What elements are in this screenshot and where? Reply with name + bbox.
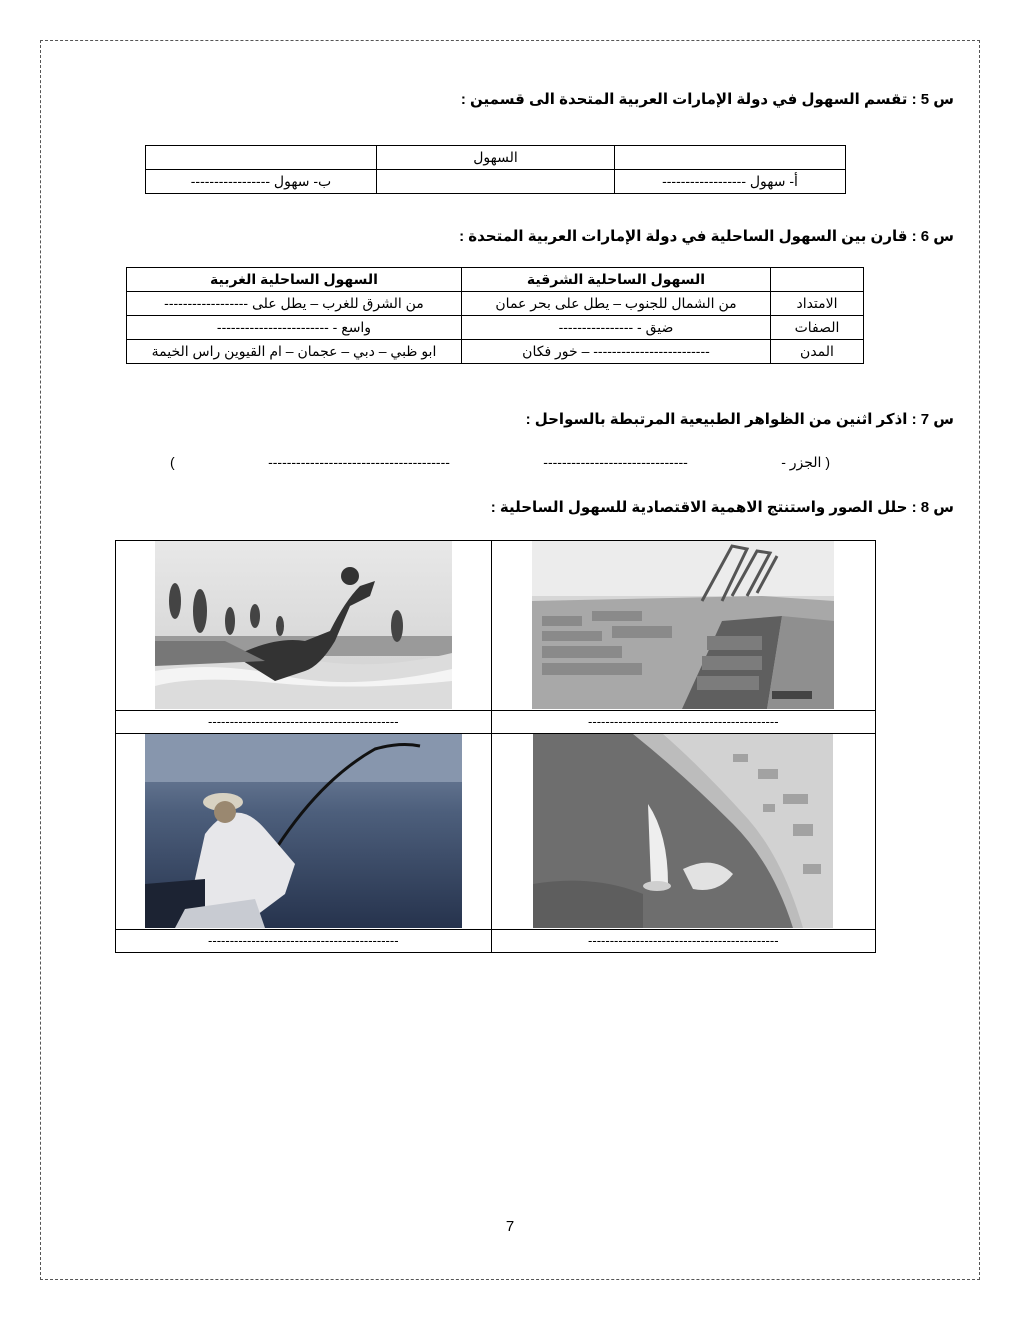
q5-cell-a: أ- سهول ------------------ [615,170,846,194]
q7-blank-2: --------------------------------------- [268,454,450,470]
q8-image-table [115,540,876,953]
q5-header: السهول [377,146,615,170]
answer-line-fishing: -------------------------------------------- [116,930,492,953]
q7-close: ) [170,454,175,470]
answer-line-coast: -------------------------------------------- [491,930,875,953]
q7-open: ( الجزر - [781,454,830,470]
q6-cell: ضيق - ---------------- [462,316,771,340]
q6-row-label: المدن [771,340,864,364]
coastline-aerial-photo [533,734,833,928]
q6-col-east: السهول الساحلية الشرقية [462,268,771,292]
q6-table [126,267,864,364]
q7-blank-1: ------------------------------- [543,454,688,470]
q5-table [145,145,846,194]
answer-line-beach: -------------------------------------------- [116,711,492,734]
question-5-title: س 5 : تقسم السهول في دولة الإمارات العربية المتحدة الى قسمين : [460,91,954,108]
page-number: 7 [505,1218,515,1235]
q6-row-label: الصفات [771,316,864,340]
q6-cell: من الشرق للغرب – يطل على ------------------ [127,292,462,316]
beach-tourism-photo [155,541,452,709]
q6-cell: ------------------------- – خور فكان [462,340,771,364]
fishing-photo [145,734,462,928]
question-7-title: س 7 : اذكر اثنين من الظواهر الطبيعية المرتبطة بالسواحل : [525,411,954,428]
q7-answer-line [170,454,830,471]
q6-col-west: السهول الساحلية الغربية [127,268,462,292]
q6-cell: ابو ظبي – دبي – عجمان – ام القيوين راس الخيمة [127,340,462,364]
q6-row-label: الامتداد [771,292,864,316]
answer-line-port: -------------------------------------------- [491,711,875,734]
question-6-title: س 6 : قارن بين السهول الساحلية في دولة الإمارات العربية المتحدة : [459,228,954,245]
container-port-photo [532,541,834,709]
q5-cell-b: ب- سهول ----------------- [146,170,377,194]
q6-cell: واسع - ------------------------ [127,316,462,340]
question-8-title: س 8 : حلل الصور واستنتج الاهمية الاقتصادية للسهول الساحلية : [490,499,954,516]
q6-cell: من الشمال للجنوب – يطل على بحر عمان [462,292,771,316]
